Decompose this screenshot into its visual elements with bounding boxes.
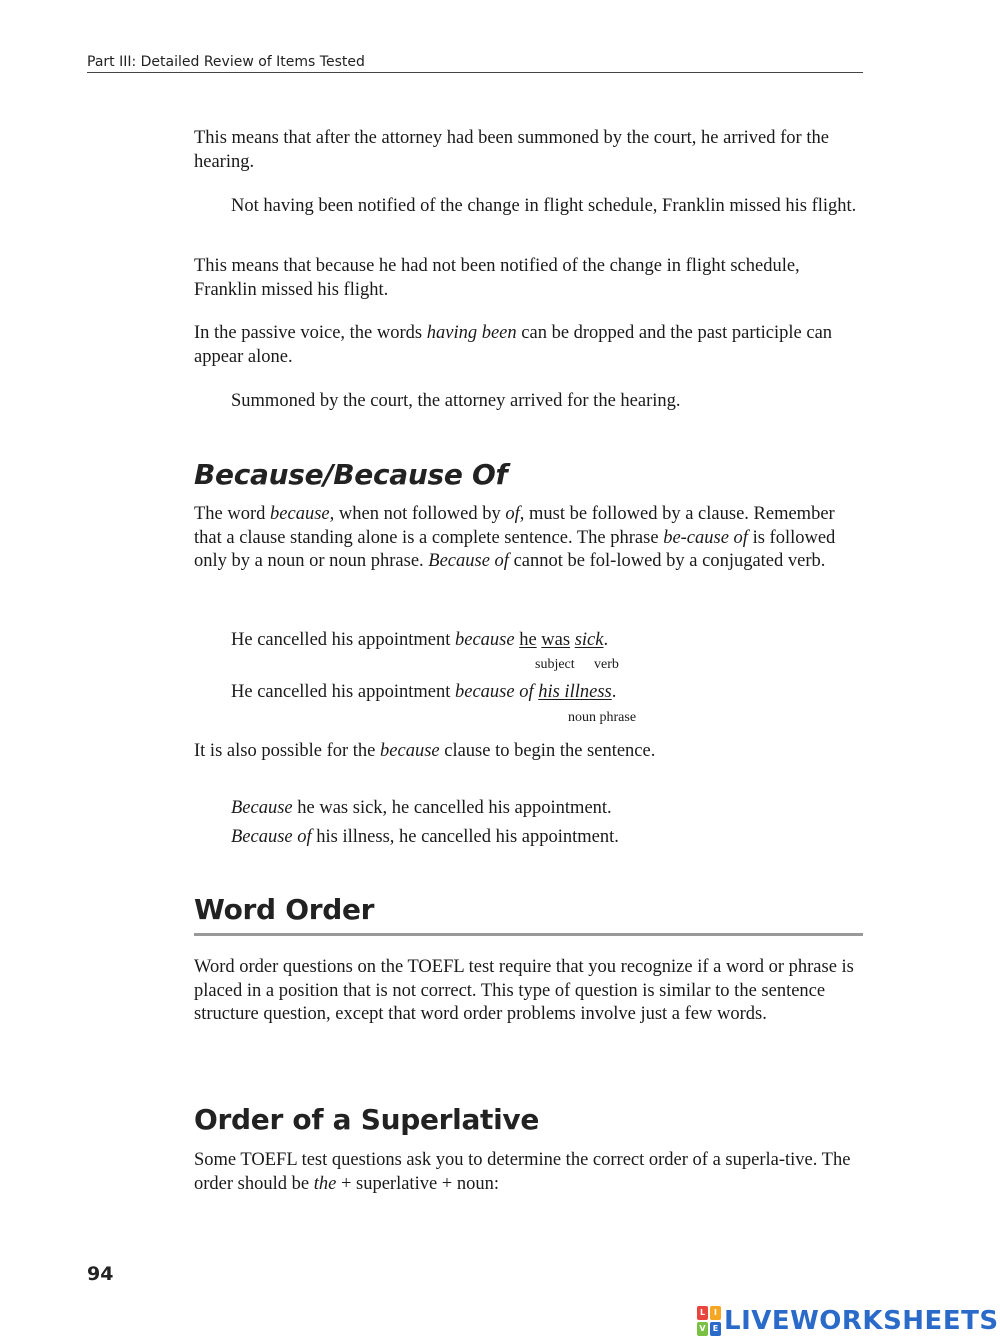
example-because-start: Because he was sick, he cancelled his appointment. xyxy=(231,798,612,818)
running-header: Part III: Detailed Review of Items Tested xyxy=(87,54,863,73)
brand-letter: V xyxy=(697,1322,708,1336)
brand-letter: I xyxy=(710,1306,721,1320)
heading-rule xyxy=(194,933,863,936)
example-franklin: Not having been notified of the change in flight schedule, Franklin missed his flight. xyxy=(231,196,857,216)
paragraph-attorney: This means that after the attorney had been summoned by the court, he arrived for the hearing. xyxy=(194,128,829,172)
page-number: 94 xyxy=(87,1263,114,1285)
label-verb: verb xyxy=(594,657,619,672)
heading-because: Because/Because Of xyxy=(194,458,508,491)
paragraph-franklin-meaning: This means that because he had not been notified of the change in flight schedule, Franklin missed his flight. xyxy=(194,256,800,300)
liveworksheets-logo[interactable] xyxy=(697,1303,999,1339)
label-subject: subject xyxy=(535,657,575,672)
brand-letter: E xyxy=(710,1322,721,1336)
paragraph-because-begin: It is also possible for the because clause to begin the sentence. xyxy=(194,741,656,761)
paragraph-passive-voice: In the passive voice, the words having been can be dropped and the past participle can appear alone. xyxy=(194,323,833,367)
heading-word-order: Word Order xyxy=(194,893,375,926)
example-because-clause: He cancelled his appointment because he was sick. xyxy=(231,630,609,650)
label-noun-phrase: noun phrase xyxy=(568,710,637,725)
paragraph-superlative: Some TOEFL test questions ask you to determine the correct order of a superla-tive. The order should be the + superlative + noun: xyxy=(194,1150,851,1194)
example-because-of-phrase: He cancelled his appointment because of his illness. xyxy=(231,682,617,702)
brand-name: LIVEWORKSHEETS xyxy=(724,1306,999,1336)
example-because-of-start: Because of his illness, he cancelled his appointment. xyxy=(231,827,619,847)
paragraph-word-order: Word order questions on the TOEFL test require that you recognize if a word or phrase is placed in a position that is not correct. This type of question is similar to the sentence structure question, except that word order problems involve just a few words. xyxy=(194,957,854,1024)
brand-letter: L xyxy=(697,1306,708,1320)
paragraph-because-rule: The word because, when not followed by of, must be followed by a clause. Remember that a clause standing alone is a complete sentence. The phrase be-cause of is followed only by a noun or noun phrase. Because of cannot be fol-lowed by a conjugated verb. xyxy=(194,504,836,571)
heading-superlative: Order of a Superlative xyxy=(194,1103,540,1136)
brand-icon xyxy=(697,1306,721,1336)
example-summoned: Summoned by the court, the attorney arrived for the hearing. xyxy=(231,391,681,411)
